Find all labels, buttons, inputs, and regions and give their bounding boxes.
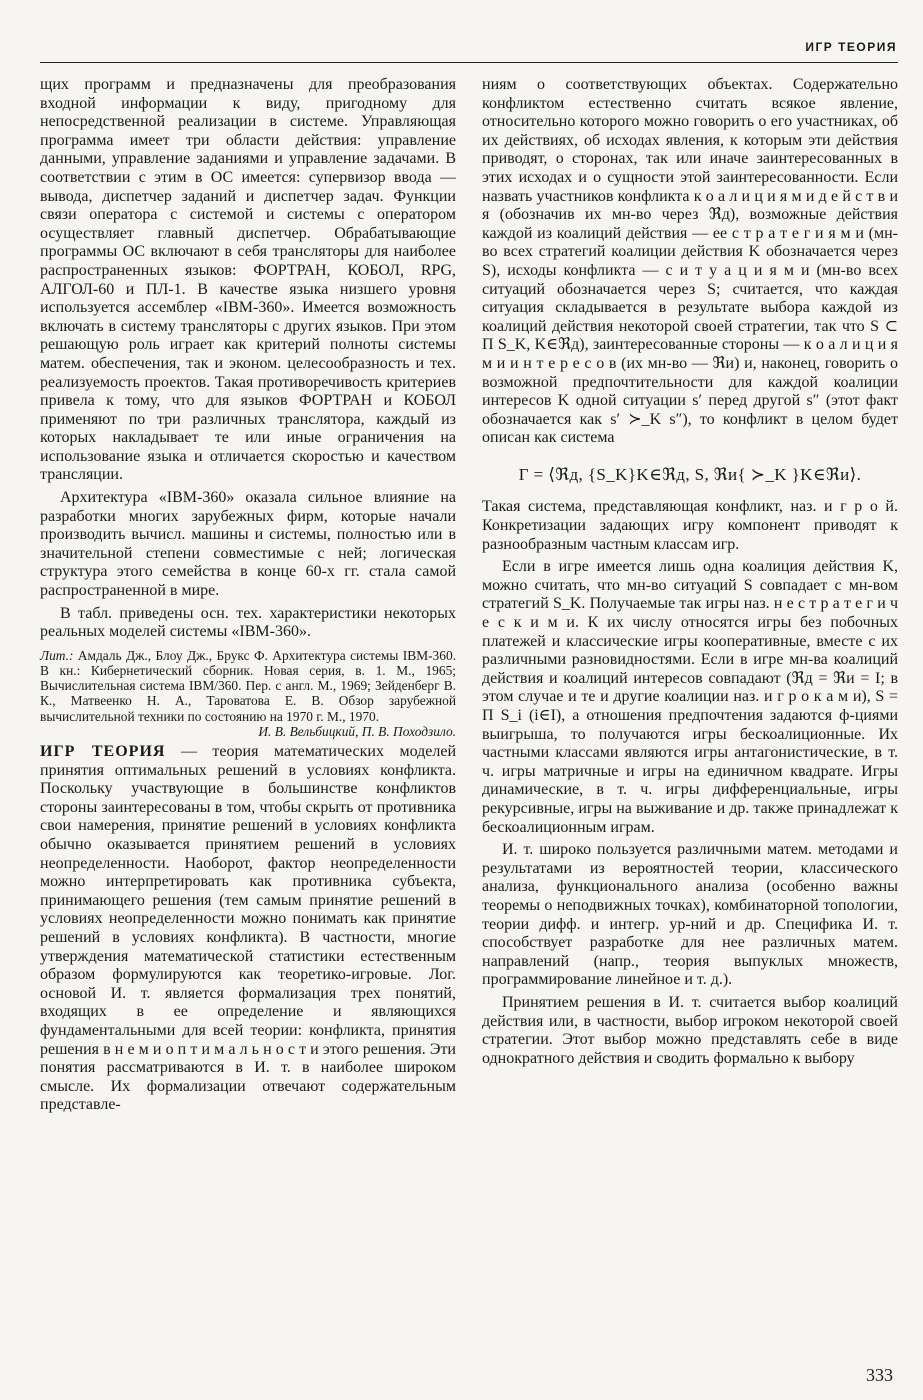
header-rule <box>40 62 898 63</box>
entry-headword: ИГР ТЕОРИЯ <box>40 743 166 761</box>
left-paragraph-3: В табл. приведены осн. тех. характеристики некоторых реальных моделей системы «IBM-360». <box>40 604 456 641</box>
right-paragraph-1: ниям о соответствующих объектах. Содержательно конфликтом естественно считать всякое явление, относительно которого можно говорить о его участниках, об их действиях, об исходах явления, к которым эти действия приводят, о сторонах, так или иначе заинтересованных в этих исходах и о сущности этой заинтересованности. Если назвать участников конфликта к о а л и ц и я м и д е й с т в и я (обозначив их мн-во через ℜд), возможные действия каждой из коалиций действия — ее с т р а т е г и я м и (мн-во всех стратегий коалиции действия K обозначается через S), исходы конфликта — с и т у а ц и я м и (мн-во всех ситуаций обозначается через S; считается, что каждая ситуация складывается в результате выбора каждой из коалиций действия некоторой своей стратегии, так что S ⊂ Π S_K, K∈ℜд), заинтересованные стороны — к о а л и ц и я м и и н т е р е с о в (их мн-во — ℜи) и, наконец, говорить о возможной предпочтительности для каждой коалиции интересов K одной ситуации s′ перед другой s″ (этот факт обозначается как s′ ≻_K s″), то конфликт в целом будет описан как система <box>482 76 898 447</box>
literature-label: Лит.: <box>40 647 74 663</box>
left-paragraph-1: щих программ и предназначены для преобразования входной информации к виду, пригодному для непосредственной реализации в системе. Управляющая программа имеет три области действия: управление данными, управление заданиями и управление задачами. В соответствии с этим в ОС имеется: супервизор ввода — вывода, диспетчер заданий и диспетчер задач. Функции связи оператора с системой и системы с оператором осуществляет главный диспетчер. Обрабатывающие программы ОС включают в себя трансляторы для наиболее распространенных языков: ФОРТРАН, КОБОЛ, RPG, АЛГОЛ-60 и ПЛ-1. В качестве языка низшего уровня используется ассемблер «IBM-360». Имеется возможность включать в систему трансляторы с других языков. При этом решающую роль играет как критерий полноты системы матем. обеспечения, так и эконом. целесообразность и тех. реализуемость проектов. Такая противоречивость критериев привела к тому, что для языков ФОРТРАН и КОБОЛ применяют по три различных транслятора, каждый из которых накладывает те или иные ограничения на использование языка и отличается скоростью и качеством трансляции. <box>40 76 456 484</box>
running-head: ИГР ТЕОРИЯ <box>805 40 897 54</box>
game-formula: Γ = ⟨ℜд, {S_K}K∈ℜд, S, ℜи{ ≻_K }K∈ℜи⟩. <box>518 464 862 484</box>
entry-igr-teoriya <box>40 743 456 1115</box>
entry-text: — теория математических моделей принятия оптимальных решений в условиях конфликта. Поскольку участвующие в большинстве конфликтов стороны заинтересованы в том, чтобы скрыть от противника свои намерения, принятие решений в условиях конфликта обычно оказывается принятием решений в условиях неопределенности. Наоборот, фактор неопределенности можно интерпретировать как противника субъекта, принимающего решения (тем самым принятие решений в условиях неопределенности можно понимать как принятие решений в условиях конфликта). В частности, многие утверждения математической статистики естественным образом формулируются как теоретико-игровые. Лог. основой И. т. является формализация трех понятий, входящих в ее определение и являющихся фундаментальными для всей теории: конфликта, принятия решения в н е м и о п т и м а л ь н о с т и этого решения. Эти понятия рассматриваются в И. т. в наиболее широком смысле. Их формализации отвечают содержательным представле- <box>40 743 456 1114</box>
right-paragraph-3: Если в игре имеется лишь одна коалиция действия K, можно считать, что мн-во ситуаций S совпадает с мн-вом стратегий S_K. Получаемые так игры наз. н е с т р а т е г и ч е с к и м и. К их числу относятся игры без побочных платежей и классические игры кооперативные, вместе с их различными разновидностями. Если в игре мн-ва коалиций действия и коалиций интересов совпадают (ℜд = ℜи = I; в этом случае и те и другие коалиции наз. и г р о к а м и), S = Π S_i (i∈I), а отношения предпочтения задаются ф-циями выигрыша, то получаются игры бескоалиционные. Их частными классами являются игры антагонистические, в т. ч. игры матричные и игры на единичном квадрате. Игры динамические, в т. ч. игры дифференциальные, игры рекурсивные, игры на выживание и др. также принадлежат к бескоалиционным играм. <box>482 558 898 836</box>
literature-authors: И. В. Вельбицкий, П. В. Походзило. <box>258 723 456 739</box>
literature-block <box>40 648 456 724</box>
left-column <box>40 76 456 1115</box>
literature-text: Амдаль Дж., Блоу Дж., Брукс Ф. Архитектура системы IBM-360. В кн.: Кибернетический сборник. Новая серия, в. 1. М., 1965; Вычислительная система IBM/360. Пер. с англ. М., 1969; Зейденберг В. К., Матвеенко Н. А., Тароватова Е. В. Обзор зарубежной вычислительной техники по состоянию на 1970 г. М., 1970. <box>40 647 456 724</box>
page-number: 333 <box>866 1365 893 1385</box>
right-paragraph-2: Такая система, представляющая конфликт, наз. и г р о й. Конкретизации задающих игру компонент приводят к разнообразным частным классам игр. <box>482 498 898 553</box>
right-paragraph-5: Принятием решения в И. т. считается выбор коалиций действия или, в частности, выбор игроком некоторой своей стратегии. Этот выбор можно представлять себе в виде однократного действия и сводить формально к выбору <box>482 993 898 1067</box>
right-paragraph-4: И. т. широко пользуется различными матем. методами и результатами из вероятностей теории, классического анализа, функционального анализа (особенно важны теоремы о неподвижных точках), комбинаторной топологии, теории дифф. и интегр. ур-ний и др. Специфика И. т. способствует разработке для нее различных матем. направлений (напр., теория выпуклых множеств, программирование линейное и т. д.). <box>482 841 898 989</box>
right-column <box>482 76 898 1068</box>
left-paragraph-2: Архитектура «IBM-360» оказала сильное влияние на разработки многих зарубежных фирм, которые начали производить вычисл. машины и системы, полностью или в значительной степени совместимые с ней; логическая структура этого семейства в конце 60-х гг. стала самой распространенной в мире. <box>40 489 456 600</box>
